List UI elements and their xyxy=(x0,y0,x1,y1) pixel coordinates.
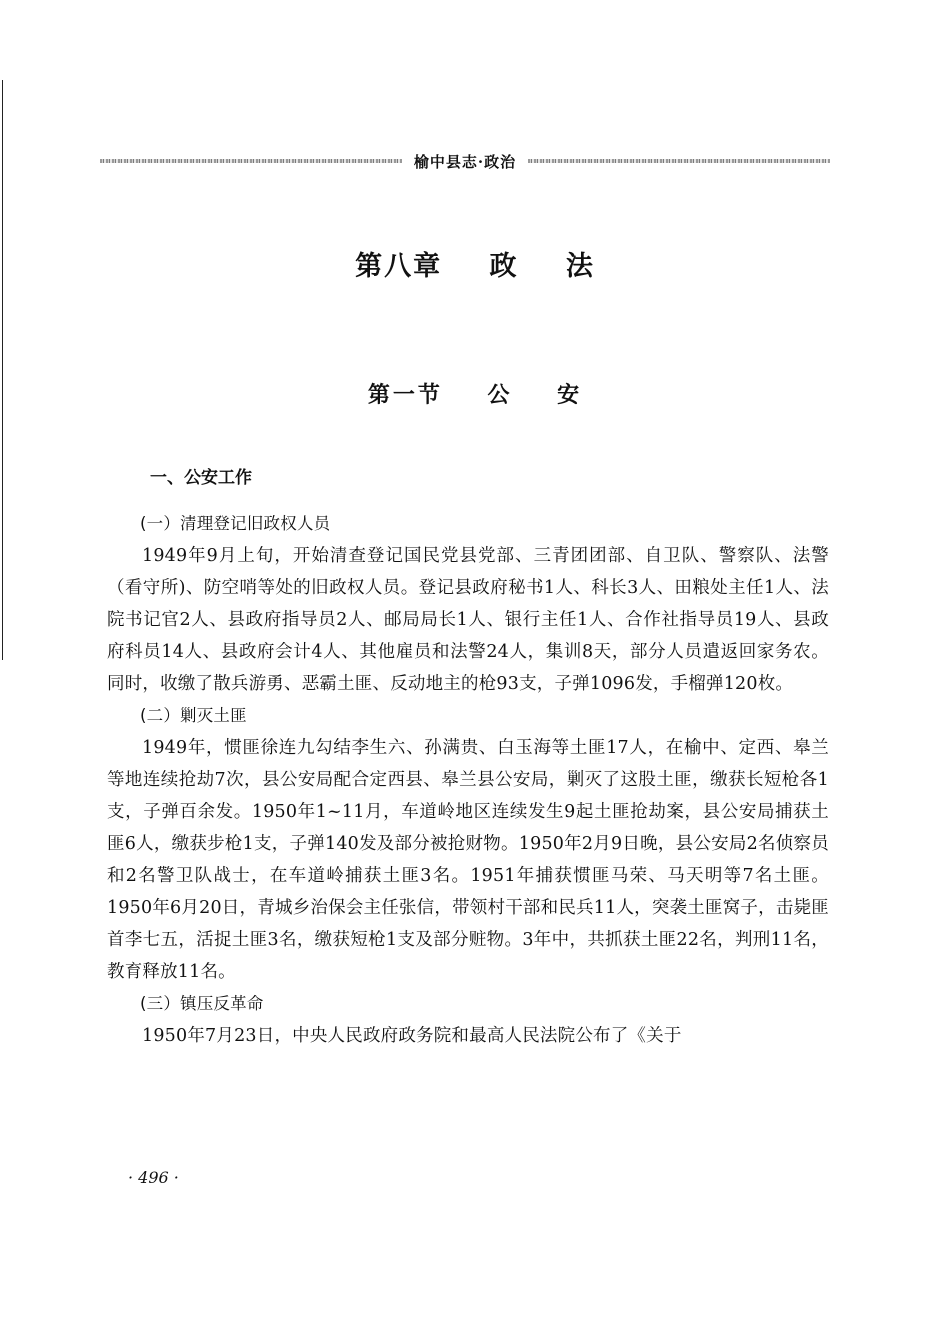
paragraph: 1949年，惯匪徐连九勾结李生六、孙满贵、白玉海等土匪17人，在榆中、定西、皋兰等地连续抢劫7次，县公安局配合定西县、皋兰县公安局，剿灭了这股土匪，缴获长短枪各1支，子弹百余发。1950年1~11月，车道岭地区连续发生9起土匪抢劫案，县公安局捕获土匪6人，缴获步枪1支，子弹140发及部分被抢财物。1950年2月9日晚，县公安局2名侦察员和2名警卫队战士，在车道岭捕获土匪3名。1951年捕获惯匪马荣、马天明等7名土匪。1950年6月20日，青城乡治保会主任张信，带领村干部和民兵11人，突袭土匪窝子，击毙匪首李七五，活捉土匪3名，缴获短枪1支及部分赃物。3年中，共抓获土匪22名，判刑11名，教育释放11名。 xyxy=(107,738,829,982)
section-title: 第一节 公 安 xyxy=(367,382,583,408)
item-heading: (三）镇压反革命 xyxy=(140,994,264,1013)
page-number: · 496 · xyxy=(128,1168,179,1187)
header-rule-right xyxy=(528,159,830,163)
header-rule-left xyxy=(100,159,402,163)
body-text xyxy=(107,508,829,1052)
running-header xyxy=(100,150,830,172)
subsection-heading: 一、公安工作 xyxy=(150,468,252,488)
running-header-title: 榆中县志·政治 xyxy=(413,152,517,171)
paragraph: 1949年9月上旬，开始清查登记国民党县党部、三青团团部、自卫队、警察队、法警（看守所)、防空哨等处的旧政权人员。登记县政府秘书1人、科长3人、田粮处主任1人、法院书记官2人、县政府指导员2人、邮局局长1人、银行主任1人、合作社指导员19人、县政府科员14人、县政府会计4人、其他雇员和法警24人，集训8天，部分人员遣返回家务农。同时，收缴了散兵游勇、恶霸土匪、反动地主的枪93支，子弹1096发，手榴弹120枚。 xyxy=(107,546,829,694)
chapter-title: 第八章 政 法 xyxy=(355,251,595,282)
paragraph: 1950年7月23日，中央人民政府政务院和最高人民法院公布了《关于 xyxy=(142,1026,682,1046)
item-heading: (一）清理登记旧政权人员 xyxy=(140,514,331,533)
page-edge-line xyxy=(2,80,3,660)
item-heading: (二）剿灭土匪 xyxy=(140,706,247,725)
